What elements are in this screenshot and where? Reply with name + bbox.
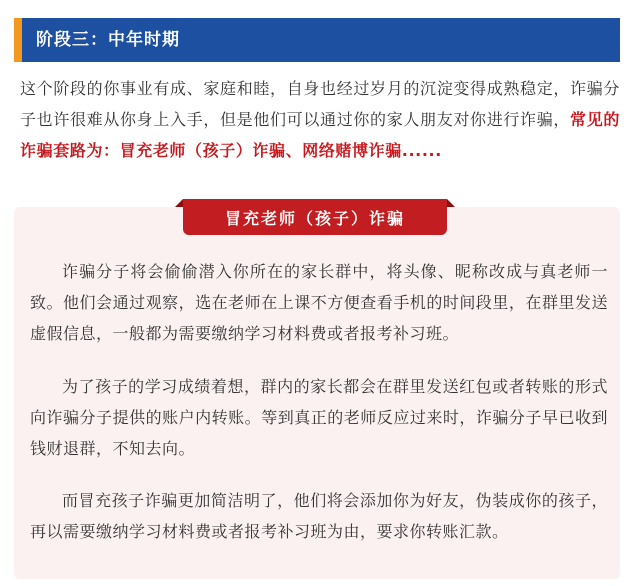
card-paragraph-2: 为了孩子的学习成绩着想，群内的家长都会在群里发送红包或者转账的形式向诈骗分子提供的账户内转账。等到真正的老师反应过来时，诈骗分子早已收到钱财退群，不知去向。 — [30, 377, 608, 458]
intro-highlight: 常见的诈骗套路为：冒充老师（孩子）诈骗、网络赌博诈骗...... — [20, 110, 620, 160]
ribbon — [183, 199, 447, 235]
card-paragraph-3: 而冒充孩子诈骗更加简洁明了，他们将会添加你为好友，伪装成你的孩子，再以需要缴纳学习材料费或者报考补习班为由，要求你转账汇款。 — [30, 491, 608, 541]
intro-paragraph — [20, 73, 620, 166]
intro-text: 这个阶段的你事业有成、家庭和睦，自身也经过岁月的沉淀变得成熟稳定，诈骗分子也许很难从你身上入手，但是他们可以通过你的家人朋友对你进行诈骗， — [20, 79, 620, 129]
ribbon-label: 冒充老师（孩子）诈骗 — [224, 208, 405, 228]
ribbon-fold-right — [447, 199, 455, 207]
section-title: 阶段三：中年时期 — [36, 30, 180, 50]
section-header-bar — [14, 18, 620, 62]
ribbon-banner — [175, 199, 455, 237]
ribbon-fold-left — [175, 199, 183, 207]
card-paragraph-1: 诈骗分子将会偷偷潜入你所在的家长群中，将头像、昵称改成与真老师一致。他们会通过观察，选在老师在上课不方便查看手机的时间段里，在群里发送虚假信息，一般都为需要缴纳学习材料费或者报考补习班。 — [30, 262, 608, 343]
